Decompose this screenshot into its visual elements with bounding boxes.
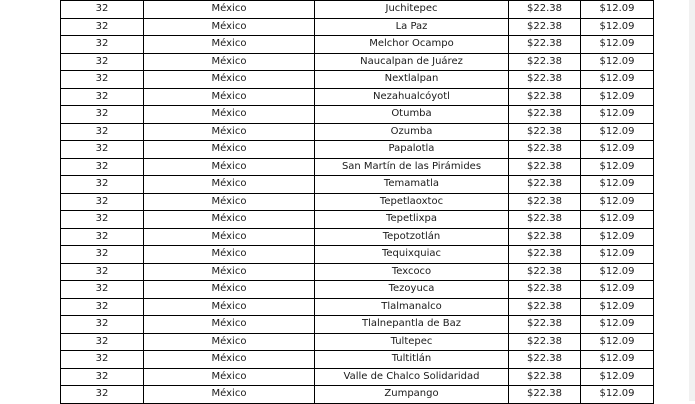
border-wage-cell: $12.09 [581,246,654,264]
border-wage-cell: $12.09 [581,141,654,159]
municipality-cell: Temamatla [315,176,509,194]
border-wage-cell: $12.09 [581,36,654,54]
table-row [61,246,654,264]
table-row [61,36,654,54]
table-row [61,176,654,194]
general-wage-cell: $22.38 [509,36,581,54]
table-row [61,18,654,36]
municipality-cell: Nezahualcóyotl [315,88,509,106]
border-wage-cell: $12.09 [581,106,654,124]
table-body [61,1,654,404]
state-name-cell: México [144,193,315,211]
state-name-cell: México [144,158,315,176]
border-wage-cell: $12.09 [581,351,654,369]
state-name-cell: México [144,141,315,159]
state-name-cell: México [144,386,315,404]
municipality-cell: Texcoco [315,263,509,281]
state-code-cell: 32 [61,106,144,124]
state-code-cell: 32 [61,316,144,334]
general-wage-cell: $22.38 [509,123,581,141]
table-row [61,281,654,299]
border-wage-cell: $12.09 [581,281,654,299]
state-code-cell: 32 [61,71,144,89]
table-row [61,386,654,404]
border-wage-cell: $12.09 [581,18,654,36]
general-wage-cell: $22.38 [509,333,581,351]
border-wage-cell: $12.09 [581,333,654,351]
general-wage-cell: $22.38 [509,1,581,19]
border-wage-cell: $12.09 [581,316,654,334]
general-wage-cell: $22.38 [509,368,581,386]
general-wage-cell: $22.38 [509,228,581,246]
general-wage-cell: $22.38 [509,71,581,89]
general-wage-cell: $22.38 [509,193,581,211]
municipality-cell: La Paz [315,18,509,36]
general-wage-cell: $22.38 [509,158,581,176]
municipality-cell: Tultepec [315,333,509,351]
table-row [61,106,654,124]
general-wage-cell: $22.38 [509,88,581,106]
municipality-cell: Melchor Ocampo [315,36,509,54]
border-wage-cell: $12.09 [581,211,654,229]
municipality-cell: Tlalmanalco [315,298,509,316]
general-wage-cell: $22.38 [509,53,581,71]
state-code-cell: 32 [61,88,144,106]
border-wage-cell: $12.09 [581,1,654,19]
table-row [61,316,654,334]
state-name-cell: México [144,316,315,334]
table-row [61,228,654,246]
state-name-cell: México [144,298,315,316]
state-name-cell: México [144,228,315,246]
state-code-cell: 32 [61,176,144,194]
border-wage-cell: $12.09 [581,123,654,141]
state-code-cell: 32 [61,123,144,141]
table-row [61,263,654,281]
table-row [61,333,654,351]
state-code-cell: 32 [61,18,144,36]
border-wage-cell: $12.09 [581,88,654,106]
table-row [61,141,654,159]
state-code-cell: 32 [61,246,144,264]
border-wage-cell: $12.09 [581,71,654,89]
table-row [61,368,654,386]
state-name-cell: México [144,368,315,386]
border-wage-cell: $12.09 [581,193,654,211]
municipality-cell: Tlalnepantla de Baz [315,316,509,334]
state-name-cell: México [144,333,315,351]
table-row [61,123,654,141]
state-name-cell: México [144,88,315,106]
border-wage-cell: $12.09 [581,368,654,386]
state-name-cell: México [144,281,315,299]
table-row [61,193,654,211]
general-wage-cell: $22.38 [509,263,581,281]
municipality-cell: Zumpango [315,386,509,404]
state-code-cell: 32 [61,1,144,19]
table-row [61,158,654,176]
border-wage-cell: $12.09 [581,158,654,176]
state-code-cell: 32 [61,141,144,159]
general-wage-cell: $22.38 [509,298,581,316]
border-wage-cell: $12.09 [581,386,654,404]
state-name-cell: México [144,263,315,281]
municipality-cell: Tepetlaoxtoc [315,193,509,211]
state-name-cell: México [144,246,315,264]
state-name-cell: México [144,106,315,124]
general-wage-cell: $22.38 [509,386,581,404]
border-wage-cell: $12.09 [581,263,654,281]
state-code-cell: 32 [61,53,144,71]
general-wage-cell: $22.38 [509,246,581,264]
table-row [61,351,654,369]
municipality-cell: Nextlalpan [315,71,509,89]
state-code-cell: 32 [61,298,144,316]
state-code-cell: 32 [61,193,144,211]
state-code-cell: 32 [61,36,144,54]
table-row [61,53,654,71]
general-wage-cell: $22.38 [509,351,581,369]
state-name-cell: México [144,71,315,89]
municipality-cell: Naucalpan de Juárez [315,53,509,71]
municipality-cell: Tultitlán [315,351,509,369]
state-name-cell: México [144,18,315,36]
wage-table [60,0,654,404]
table-row [61,88,654,106]
municipality-cell: Valle de Chalco Solidaridad [315,368,509,386]
table-row [61,71,654,89]
state-name-cell: México [144,1,315,19]
municipality-cell: Tepetlixpa [315,211,509,229]
municipality-cell: San Martín de las Pirámides [315,158,509,176]
border-wage-cell: $12.09 [581,176,654,194]
state-code-cell: 32 [61,351,144,369]
border-wage-cell: $12.09 [581,298,654,316]
state-code-cell: 32 [61,368,144,386]
state-name-cell: México [144,211,315,229]
general-wage-cell: $22.38 [509,18,581,36]
table-row [61,1,654,19]
state-name-cell: México [144,351,315,369]
state-code-cell: 32 [61,386,144,404]
municipality-cell: Papalotla [315,141,509,159]
general-wage-cell: $22.38 [509,281,581,299]
municipality-cell: Juchitepec [315,1,509,19]
border-wage-cell: $12.09 [581,228,654,246]
general-wage-cell: $22.38 [509,211,581,229]
state-name-cell: México [144,176,315,194]
table-row [61,298,654,316]
state-name-cell: México [144,53,315,71]
state-code-cell: 32 [61,263,144,281]
state-code-cell: 32 [61,228,144,246]
scrollbar-track[interactable] [689,0,695,401]
municipality-cell: Tequixquiac [315,246,509,264]
state-code-cell: 32 [61,281,144,299]
state-name-cell: México [144,123,315,141]
municipality-cell: Otumba [315,106,509,124]
general-wage-cell: $22.38 [509,141,581,159]
municipality-cell: Tepotzotlán [315,228,509,246]
general-wage-cell: $22.38 [509,176,581,194]
table-row [61,211,654,229]
state-code-cell: 32 [61,333,144,351]
general-wage-cell: $22.38 [509,316,581,334]
state-code-cell: 32 [61,158,144,176]
border-wage-cell: $12.09 [581,53,654,71]
municipality-cell: Ozumba [315,123,509,141]
state-code-cell: 32 [61,211,144,229]
state-name-cell: México [144,36,315,54]
municipality-cell: Tezoyuca [315,281,509,299]
general-wage-cell: $22.38 [509,106,581,124]
